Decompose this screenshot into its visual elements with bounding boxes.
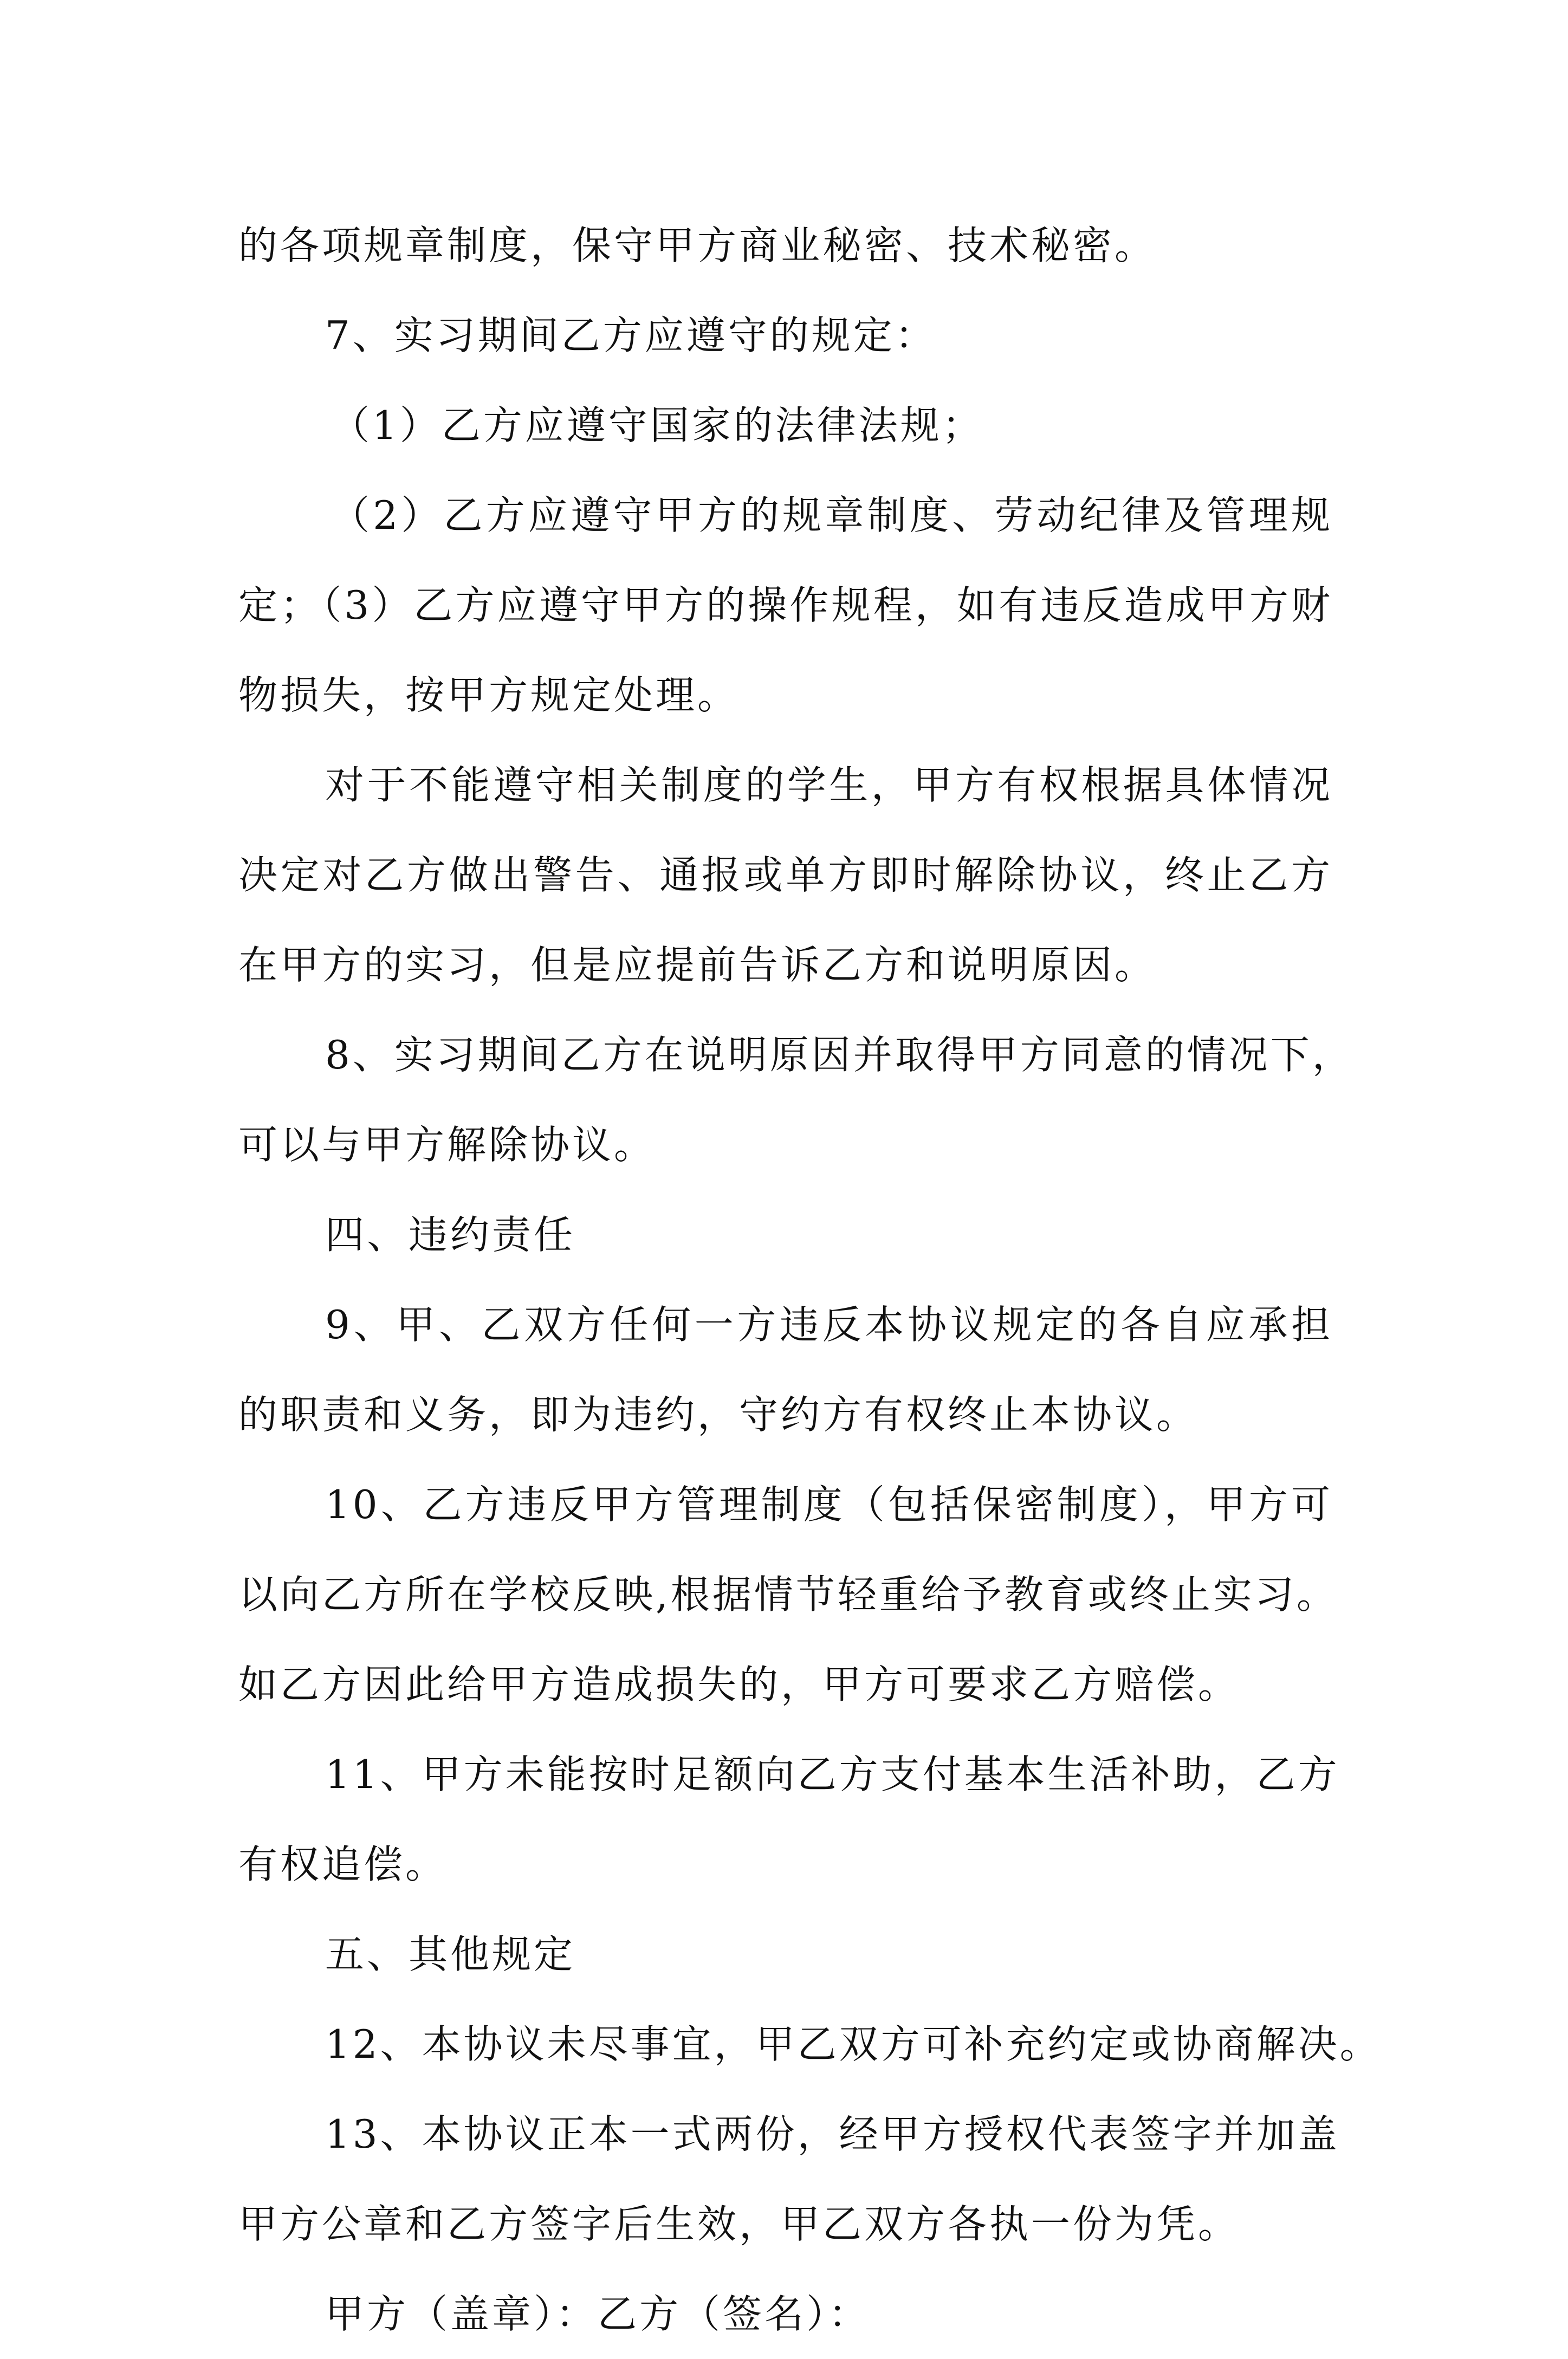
section-heading-breach: 四、违约责任 — [325, 1212, 576, 1258]
clause-13-line: 13、本协议正本一式两份，经甲方授权代表签字并加盖 — [325, 2111, 1340, 2157]
clause-8-line: 8、实习期间乙方在说明原因并取得甲方同意的情况下， — [325, 1032, 1354, 1078]
clause-10-line: 10、乙方违反甲方管理制度（包括保密制度），甲方可 — [325, 1482, 1333, 1527]
clause-9-line: 9、甲、乙双方任何一方违反本协议规定的各自应承担 — [325, 1302, 1333, 1347]
text-line: 的各项规章制度，保守甲方商业秘密、技术秘密。 — [238, 223, 1157, 268]
clause-7-heading: 7、实习期间乙方应遵守的规定： — [325, 313, 937, 358]
text-line: 甲方公章和乙方签字后生效，甲乙双方各执一份为凭。 — [238, 2201, 1240, 2247]
text-line: 物损失，按甲方规定处理。 — [238, 672, 740, 718]
text-line: 以向乙方所在学校反映,根据情节轻重给予教育或终止实习。 — [238, 1572, 1338, 1617]
rule-2-line: （2）乙方应遵守甲方的规章制度、劳动纪律及管理规 — [331, 492, 1333, 538]
text-line: 的职责和义务，即为违约，守约方有权终止本协议。 — [238, 1392, 1198, 1437]
signature-line: 甲方（盖章）：乙方（签名）： — [325, 2291, 871, 2337]
document-body — [238, 200, 1382, 2359]
text-line: 如乙方因此给甲方造成损失的，甲方可要求乙方赔偿。 — [238, 1662, 1240, 1707]
section-heading-other: 五、其他规定 — [325, 1932, 576, 1977]
text-line: 定；（3）乙方应遵守甲方的操作规程，如有违反造成甲方财 — [238, 582, 1333, 628]
text-line: 可以与甲方解除协议。 — [238, 1122, 656, 1168]
rule-1-line: （1）乙方应遵守国家的法律法规； — [331, 403, 984, 448]
clause-12-line: 12、本协议未尽事宜，甲乙双方可补充约定或协商解决。 — [325, 2021, 1382, 2067]
text-line: 决定对乙方做出警告、通报或单方即时解除协议，终止乙方 — [238, 852, 1333, 898]
clause-11-line: 11、甲方未能按时足额向乙方支付基本生活补助，乙方 — [325, 1752, 1340, 1797]
text-line: 在甲方的实习，但是应提前告诉乙方和说明原因。 — [238, 942, 1157, 988]
paragraph-line: 对于不能遵守相关制度的学生，甲方有权根据具体情况 — [325, 762, 1333, 808]
text-line: 有权追偿。 — [238, 1842, 448, 1887]
